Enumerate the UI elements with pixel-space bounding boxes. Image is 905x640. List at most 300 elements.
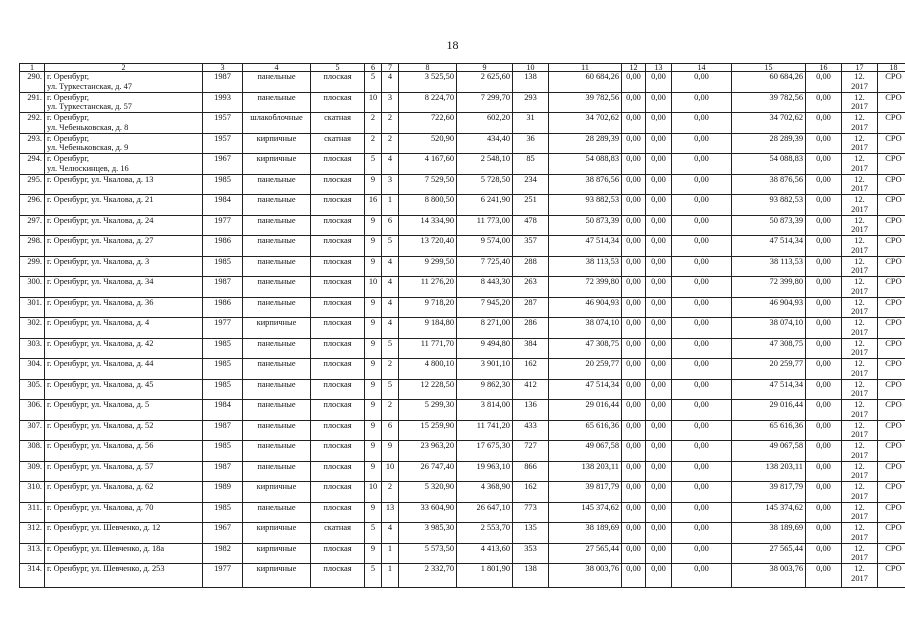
table-row <box>20 256 905 277</box>
deadline-cell-line: 2017 <box>851 245 868 255</box>
col12-cell: 0,00 <box>622 195 646 216</box>
method-cell: СРО <box>878 318 905 339</box>
method-cell: СРО <box>878 338 905 359</box>
floors-cell: 9 <box>365 400 382 421</box>
living-area-cell: 6 241,90 <box>457 195 513 216</box>
deadline-cell-line: 2017 <box>851 102 868 111</box>
deadline-cell <box>842 174 878 195</box>
col15-cell: 38 189,69 <box>732 523 806 544</box>
column-number-6: 6 <box>365 64 382 72</box>
year-cell: 1987 <box>203 72 243 93</box>
col15-cell: 46 904,93 <box>732 297 806 318</box>
year-cell: 1967 <box>203 523 243 544</box>
address-cell <box>45 359 203 380</box>
address-cell <box>45 502 203 523</box>
column-number-16: 16 <box>806 64 842 72</box>
deadline-cell-line: 12. <box>854 154 865 163</box>
method-cell: СРО <box>878 92 905 113</box>
total-area-cell: 520,90 <box>399 133 457 154</box>
residents-cell: 85 <box>513 154 549 175</box>
address-cell-line: г. Оренбург, ул. Чкалова, д. 24 <box>47 215 154 225</box>
deadline-cell-line: 12. <box>854 482 865 491</box>
total-area-cell: 26 747,40 <box>399 461 457 482</box>
cost-cell: 38 003,76 <box>549 564 622 588</box>
column-number-11: 11 <box>549 64 622 72</box>
wall-material-cell: панельные <box>243 92 311 113</box>
row-number: 308. <box>20 441 45 462</box>
method-cell: СРО <box>878 133 905 154</box>
address-cell <box>45 482 203 503</box>
roof-type-cell: плоская <box>311 318 365 339</box>
method-cell: СРО <box>878 195 905 216</box>
roof-type-cell: плоская <box>311 400 365 421</box>
row-number: 290. <box>20 72 45 93</box>
col12-cell: 0,00 <box>622 318 646 339</box>
entrances-cell: 2 <box>382 400 399 421</box>
residents-cell: 478 <box>513 215 549 236</box>
address-cell-line: ул. Туркестанская, д. 47 <box>47 81 132 91</box>
address-cell-line: г. Оренбург, ул. Чкалова, д. 57 <box>47 461 154 471</box>
col14-cell: 0,00 <box>672 215 732 236</box>
row-number: 305. <box>20 379 45 400</box>
deadline-cell-line: 12. <box>854 420 865 430</box>
table-row <box>20 277 905 298</box>
address-cell <box>45 400 203 421</box>
floors-cell: 5 <box>365 72 382 93</box>
address-cell-line: г. Оренбург, <box>47 72 90 81</box>
wall-material-cell: панельные <box>243 441 311 462</box>
roof-type-cell: плоская <box>311 420 365 441</box>
col12-cell: 0,00 <box>622 236 646 257</box>
address-cell-line: г. Оренбург, ул. Чкалова, д. 34 <box>47 277 154 286</box>
year-cell: 1982 <box>203 543 243 564</box>
wall-material-cell: панельные <box>243 236 311 257</box>
col16-cell: 0,00 <box>806 277 842 298</box>
col13-cell: 0,00 <box>646 297 672 318</box>
cost-cell: 34 702,62 <box>549 113 622 134</box>
floors-cell: 9 <box>365 256 382 277</box>
roof-type-cell: скатная <box>311 133 365 154</box>
cost-cell: 138 203,11 <box>549 461 622 482</box>
col14-cell: 0,00 <box>672 154 732 175</box>
col12-cell: 0,00 <box>622 441 646 462</box>
address-cell <box>45 256 203 277</box>
col15-cell: 27 565,44 <box>732 543 806 564</box>
row-number: 294. <box>20 154 45 175</box>
deadline-cell <box>842 72 878 93</box>
residents-cell: 31 <box>513 113 549 134</box>
col15-cell: 138 203,11 <box>732 461 806 482</box>
floors-cell: 9 <box>365 318 382 339</box>
total-area-cell: 5 320,90 <box>399 482 457 503</box>
col12-cell: 0,00 <box>622 400 646 421</box>
entrances-cell: 9 <box>382 441 399 462</box>
deadline-cell-line: 2017 <box>851 573 868 583</box>
deadline-cell-line: 12. <box>854 461 865 471</box>
total-area-cell: 23 963,20 <box>399 441 457 462</box>
wall-material-cell: кирпичные <box>243 523 311 544</box>
method-cell: СРО <box>878 297 905 318</box>
deadline-cell-line: 12. <box>854 502 865 512</box>
col15-cell: 34 702,62 <box>732 113 806 134</box>
wall-material-cell: кирпичные <box>243 543 311 564</box>
col15-cell: 145 374,62 <box>732 502 806 523</box>
cost-cell: 72 399,80 <box>549 277 622 298</box>
year-cell: 1989 <box>203 482 243 503</box>
roof-type-cell: плоская <box>311 215 365 236</box>
address-cell-line: г. Оренбург, ул. Чкалова, д. 13 <box>47 174 154 184</box>
col13-cell: 0,00 <box>646 359 672 380</box>
method-cell: СРО <box>878 461 905 482</box>
total-area-cell: 5 299,30 <box>399 400 457 421</box>
col16-cell: 0,00 <box>806 359 842 380</box>
wall-material-cell: панельные <box>243 400 311 421</box>
living-area-cell: 9 494,80 <box>457 338 513 359</box>
row-number: 313. <box>20 543 45 564</box>
total-area-cell: 11 276,20 <box>399 277 457 298</box>
col16-cell: 0,00 <box>806 523 842 544</box>
col15-cell: 50 873,39 <box>732 215 806 236</box>
year-cell: 1985 <box>203 502 243 523</box>
col15-cell: 20 259,77 <box>732 359 806 380</box>
table-row <box>20 482 905 503</box>
method-cell: СРО <box>878 502 905 523</box>
deadline-cell-line: 2017 <box>851 163 868 173</box>
entrances-cell: 1 <box>382 543 399 564</box>
entrances-cell: 2 <box>382 359 399 380</box>
table-body <box>20 72 905 588</box>
deadline-cell <box>842 564 878 588</box>
method-cell: СРО <box>878 420 905 441</box>
total-area-cell: 14 334,90 <box>399 215 457 236</box>
col12-cell: 0,00 <box>622 523 646 544</box>
cost-cell: 38 876,56 <box>549 174 622 195</box>
address-cell-line: ул. Чебеньковская, д. 8 <box>47 122 129 132</box>
living-area-cell: 4 413,60 <box>457 543 513 564</box>
address-cell-line: г. Оренбург, ул. Чкалова, д. 3 <box>47 256 150 266</box>
col14-cell: 0,00 <box>672 113 732 134</box>
table-row <box>20 564 905 588</box>
cost-cell: 27 565,44 <box>549 543 622 564</box>
col14-cell: 0,00 <box>672 461 732 482</box>
deadline-cell-line: 2017 <box>851 122 868 132</box>
row-number: 299. <box>20 256 45 277</box>
entrances-cell: 5 <box>382 379 399 400</box>
roof-type-cell: плоская <box>311 236 365 257</box>
floors-cell: 2 <box>365 133 382 154</box>
deadline-cell-line: 2017 <box>851 491 868 501</box>
entrances-cell: 6 <box>382 215 399 236</box>
col15-cell: 72 399,80 <box>732 277 806 298</box>
deadline-cell <box>842 154 878 175</box>
address-cell <box>45 420 203 441</box>
floors-cell: 5 <box>365 523 382 544</box>
col12-cell: 0,00 <box>622 154 646 175</box>
address-cell <box>45 523 203 544</box>
deadline-cell-line: 2017 <box>851 368 868 378</box>
address-cell-line: г. Оренбург, ул. Чкалова, д. 21 <box>47 195 154 204</box>
cost-cell: 47 514,34 <box>549 379 622 400</box>
col16-cell: 0,00 <box>806 215 842 236</box>
living-area-cell: 2 625,60 <box>457 72 513 93</box>
deadline-cell <box>842 92 878 113</box>
table-row <box>20 195 905 216</box>
floors-cell: 9 <box>365 215 382 236</box>
living-area-cell: 11 773,00 <box>457 215 513 236</box>
year-cell: 1984 <box>203 195 243 216</box>
col15-cell: 93 882,53 <box>732 195 806 216</box>
total-area-cell: 12 228,50 <box>399 379 457 400</box>
total-area-cell: 15 259,90 <box>399 420 457 441</box>
living-area-cell: 26 647,10 <box>457 502 513 523</box>
floors-cell: 9 <box>365 441 382 462</box>
col13-cell: 0,00 <box>646 482 672 503</box>
col13-cell: 0,00 <box>646 236 672 257</box>
row-number: 304. <box>20 359 45 380</box>
floors-cell: 10 <box>365 482 382 503</box>
total-area-cell: 722,60 <box>399 113 457 134</box>
col13-cell: 0,00 <box>646 379 672 400</box>
address-cell <box>45 564 203 588</box>
col14-cell: 0,00 <box>672 72 732 93</box>
column-number-3: 3 <box>203 64 243 72</box>
total-area-cell: 3 525,50 <box>399 72 457 93</box>
table-row <box>20 379 905 400</box>
cost-cell: 47 514,34 <box>549 236 622 257</box>
col14-cell: 0,00 <box>672 236 732 257</box>
deadline-cell <box>842 256 878 277</box>
year-cell: 1985 <box>203 174 243 195</box>
col13-cell: 0,00 <box>646 92 672 113</box>
address-cell-line: г. Оренбург, ул. Чкалова, д. 27 <box>47 236 154 245</box>
method-cell: СРО <box>878 215 905 236</box>
deadline-cell <box>842 400 878 421</box>
row-number: 303. <box>20 338 45 359</box>
roof-type-cell: плоская <box>311 379 365 400</box>
col14-cell: 0,00 <box>672 379 732 400</box>
table-row <box>20 523 905 544</box>
method-cell: СРО <box>878 236 905 257</box>
table-row <box>20 113 905 134</box>
deadline-cell-line: 2017 <box>851 286 868 296</box>
col15-cell: 28 289,39 <box>732 133 806 154</box>
living-area-cell: 434,40 <box>457 133 513 154</box>
wall-material-cell: панельные <box>243 461 311 482</box>
row-number: 311. <box>20 502 45 523</box>
deadline-cell-line: 2017 <box>851 81 868 91</box>
address-cell <box>45 113 203 134</box>
row-number: 310. <box>20 482 45 503</box>
wall-material-cell: панельные <box>243 502 311 523</box>
table-row <box>20 72 905 93</box>
column-number-7: 7 <box>382 64 399 72</box>
total-area-cell: 9 718,20 <box>399 297 457 318</box>
floors-cell: 9 <box>365 379 382 400</box>
deadline-cell-line: 2017 <box>851 307 868 316</box>
floors-cell: 9 <box>365 359 382 380</box>
table-row <box>20 400 905 421</box>
method-cell: СРО <box>878 154 905 175</box>
col15-cell: 39 817,79 <box>732 482 806 503</box>
total-area-cell: 3 985,30 <box>399 523 457 544</box>
row-number: 291. <box>20 92 45 113</box>
col14-cell: 0,00 <box>672 359 732 380</box>
address-cell-line: г. Оренбург, <box>47 113 90 122</box>
residents-cell: 251 <box>513 195 549 216</box>
col15-cell: 38 074,10 <box>732 318 806 339</box>
col12-cell: 0,00 <box>622 297 646 318</box>
address-cell-line: г. Оренбург, ул. Шевченко, д. 12 <box>47 523 161 532</box>
address-cell-line: г. Оренбург, ул. Чкалова, д. 62 <box>47 482 154 491</box>
deadline-cell <box>842 236 878 257</box>
deadline-cell-line: 12. <box>854 92 865 102</box>
wall-material-cell: кирпичные <box>243 133 311 154</box>
wall-material-cell: кирпичные <box>243 318 311 339</box>
col16-cell: 0,00 <box>806 502 842 523</box>
col12-cell: 0,00 <box>622 72 646 93</box>
method-cell: СРО <box>878 400 905 421</box>
col14-cell: 0,00 <box>672 564 732 588</box>
floors-cell: 9 <box>365 420 382 441</box>
table-row <box>20 297 905 318</box>
col13-cell: 0,00 <box>646 400 672 421</box>
col16-cell: 0,00 <box>806 92 842 113</box>
col14-cell: 0,00 <box>672 256 732 277</box>
wall-material-cell: панельные <box>243 338 311 359</box>
cost-cell: 93 882,53 <box>549 195 622 216</box>
cost-cell: 65 616,36 <box>549 420 622 441</box>
col16-cell: 0,00 <box>806 318 842 339</box>
deadline-cell <box>842 133 878 154</box>
entrances-cell: 4 <box>382 256 399 277</box>
column-number-14: 14 <box>672 64 732 72</box>
roof-type-cell: плоская <box>311 92 365 113</box>
col15-cell: 49 067,58 <box>732 441 806 462</box>
col12-cell: 0,00 <box>622 564 646 588</box>
address-cell-line: г. Оренбург, ул. Чкалова, д. 36 <box>47 297 154 307</box>
residents-cell: 234 <box>513 174 549 195</box>
row-number: 292. <box>20 113 45 134</box>
cost-cell: 38 074,10 <box>549 318 622 339</box>
col13-cell: 0,00 <box>646 420 672 441</box>
cost-cell: 28 289,39 <box>549 133 622 154</box>
table-row <box>20 215 905 236</box>
row-number: 298. <box>20 236 45 257</box>
entrances-cell: 10 <box>382 461 399 482</box>
wall-material-cell: панельные <box>243 379 311 400</box>
living-area-cell: 8 271,00 <box>457 318 513 339</box>
method-cell: СРО <box>878 174 905 195</box>
col13-cell: 0,00 <box>646 277 672 298</box>
deadline-cell-line: 12. <box>854 400 865 409</box>
col14-cell: 0,00 <box>672 174 732 195</box>
wall-material-cell: панельные <box>243 195 311 216</box>
entrances-cell: 4 <box>382 72 399 93</box>
living-area-cell: 1 801,90 <box>457 564 513 588</box>
row-number: 309. <box>20 461 45 482</box>
deadline-cell <box>842 195 878 216</box>
col12-cell: 0,00 <box>622 215 646 236</box>
method-cell: СРО <box>878 72 905 93</box>
entrances-cell: 6 <box>382 420 399 441</box>
floors-cell: 2 <box>365 113 382 134</box>
cost-cell: 29 016,44 <box>549 400 622 421</box>
residents-cell: 135 <box>513 523 549 544</box>
deadline-cell-line: 2017 <box>851 327 868 337</box>
address-cell <box>45 277 203 298</box>
floors-cell: 16 <box>365 195 382 216</box>
year-cell: 1977 <box>203 564 243 588</box>
col13-cell: 0,00 <box>646 154 672 175</box>
residents-cell: 357 <box>513 236 549 257</box>
entrances-cell: 4 <box>382 154 399 175</box>
roof-type-cell: плоская <box>311 461 365 482</box>
deadline-cell-line: 12. <box>854 133 865 143</box>
col12-cell: 0,00 <box>622 420 646 441</box>
col14-cell: 0,00 <box>672 400 732 421</box>
address-cell <box>45 318 203 339</box>
wall-material-cell: шлакоблочные <box>243 113 311 134</box>
roof-type-cell: плоская <box>311 277 365 298</box>
col12-cell: 0,00 <box>622 92 646 113</box>
cost-cell: 39 817,79 <box>549 482 622 503</box>
living-area-cell: 7 299,70 <box>457 92 513 113</box>
deadline-cell-line: 2017 <box>851 471 868 480</box>
living-area-cell: 17 675,30 <box>457 441 513 462</box>
floors-cell: 9 <box>365 461 382 482</box>
col13-cell: 0,00 <box>646 441 672 462</box>
deadline-cell <box>842 502 878 523</box>
table-row <box>20 502 905 523</box>
table-row <box>20 420 905 441</box>
address-cell-line: г. Оренбург, ул. Чкалова, д. 44 <box>47 359 154 368</box>
deadline-cell-line: 2017 <box>851 409 868 419</box>
method-cell: СРО <box>878 543 905 564</box>
wall-material-cell: панельные <box>243 277 311 298</box>
total-area-cell: 9 299,50 <box>399 256 457 277</box>
residents-cell: 412 <box>513 379 549 400</box>
entrances-cell: 1 <box>382 564 399 588</box>
year-cell: 1993 <box>203 92 243 113</box>
col16-cell: 0,00 <box>806 72 842 93</box>
address-cell <box>45 379 203 400</box>
living-area-cell: 3 901,10 <box>457 359 513 380</box>
deadline-cell <box>842 277 878 298</box>
col16-cell: 0,00 <box>806 379 842 400</box>
column-number-15: 15 <box>732 64 806 72</box>
column-number-10: 10 <box>513 64 549 72</box>
entrances-cell: 4 <box>382 277 399 298</box>
deadline-cell-line: 12. <box>854 277 865 286</box>
roof-type-cell: плоская <box>311 564 365 588</box>
table-row <box>20 236 905 257</box>
deadline-cell <box>842 215 878 236</box>
total-area-cell: 13 720,40 <box>399 236 457 257</box>
roof-type-cell: скатная <box>311 523 365 544</box>
address-cell-line: г. Оренбург, ул. Шевченко, д. 18а <box>47 543 165 553</box>
living-area-cell: 4 368,90 <box>457 482 513 503</box>
col14-cell: 0,00 <box>672 420 732 441</box>
residents-cell: 263 <box>513 277 549 298</box>
wall-material-cell: панельные <box>243 256 311 277</box>
deadline-cell-line: 12. <box>854 564 865 573</box>
address-cell <box>45 236 203 257</box>
cost-cell: 54 088,83 <box>549 154 622 175</box>
entrances-cell: 4 <box>382 523 399 544</box>
table-row <box>20 441 905 462</box>
cost-cell: 20 259,77 <box>549 359 622 380</box>
residents-cell: 138 <box>513 564 549 588</box>
